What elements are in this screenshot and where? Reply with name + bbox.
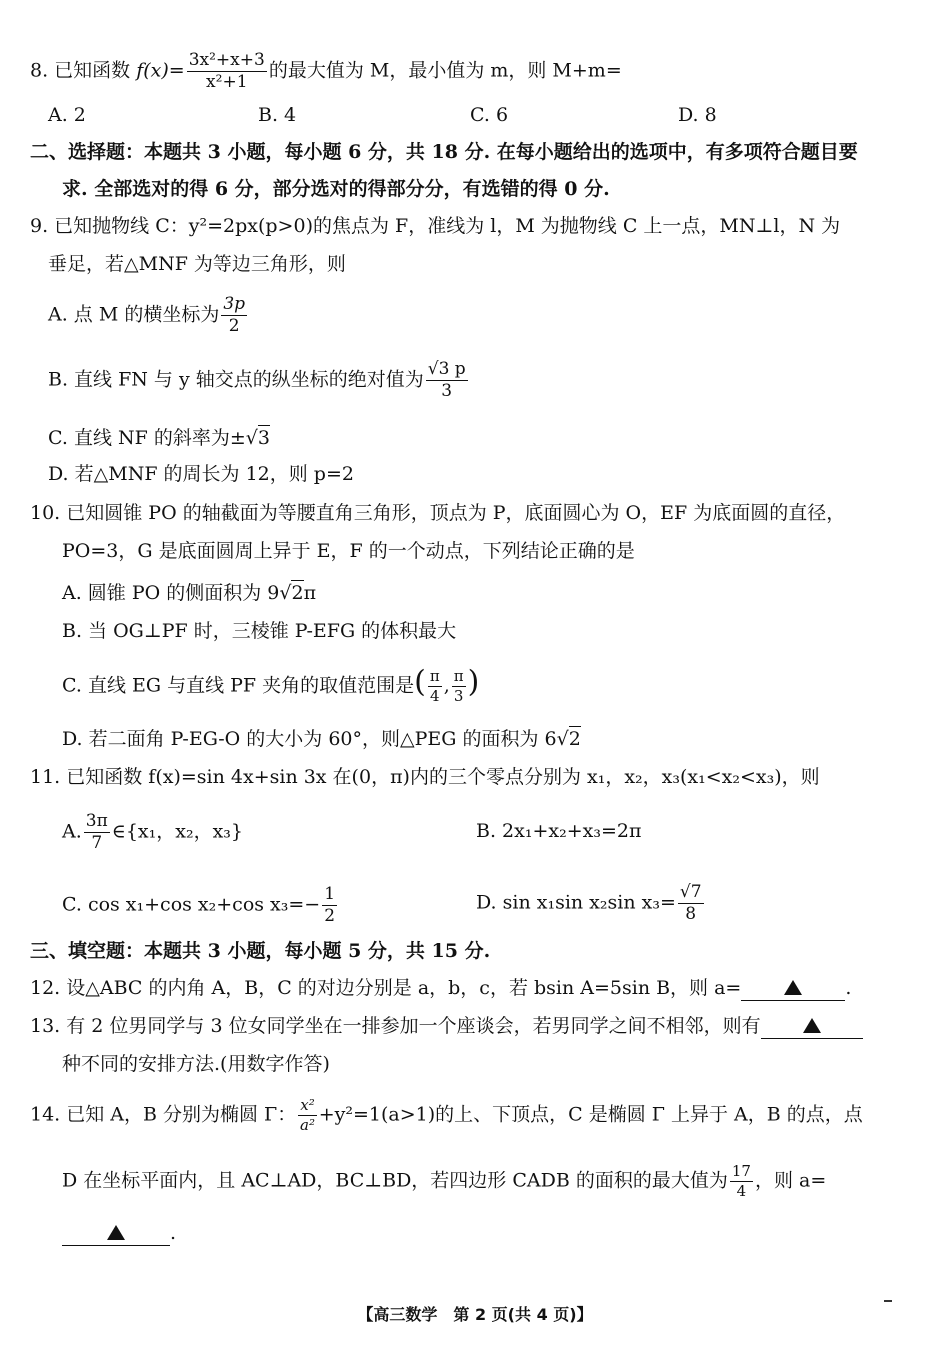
q11-option-b: B. 2x₁+x₂+x₃=2π [476, 820, 642, 842]
q9-option-c: C. 直线 NF 的斜率为±√3 [48, 427, 270, 449]
q11-option-a: A. $\frac{3\pi}{7}$ ∈{x₁，x₂，x₃} [62, 811, 244, 853]
section3-header: 三、填空题：本题共 3 小题，每小题 5 分，共 15 分. [30, 940, 491, 962]
q12-answer-blank[interactable] [741, 976, 845, 1001]
q8-stem: 8. 已知函数 f(x)= $\frac{\text{3x²+x+3}}{\text{x²+1}}$ 的最大值为 M，最小值为 m，则 M+m= [30, 50, 622, 92]
q14-answer-blank[interactable] [62, 1221, 170, 1246]
q13-answer-blank[interactable] [761, 1014, 863, 1039]
q9-option-d: D. 若△MNF 的周长为 12，则 p=2 [48, 463, 354, 485]
q12-stem: 12. 设△ABC 的内角 A，B，C 的对边分别是 a，b，c，若 bsin A=5sin B，则 a= . [30, 977, 852, 999]
q9-stem-line2: 垂足，若△MNF 为等边三角形，则 [48, 253, 346, 275]
triangle-icon [107, 1225, 125, 1240]
q11-option-c: C. cos x₁+cos x₂+cos x₃=− $\frac{1}{2}$ [62, 884, 336, 926]
q13-stem-line2: 种不同的安排方法.(用数字作答) [62, 1053, 330, 1075]
q14-stem-line2: D 在坐标平面内，且 AC⊥AD，BC⊥BD，若四边形 CADB 的面积的最大值为 $\frac{17}{4}$ ，则 a= [62, 1162, 827, 1200]
q10-option-a: A. 圆锥 PO 的侧面积为 9√2π [62, 582, 317, 604]
q13-stem-line1: 13. 有 2 位男同学与 3 位女同学坐在一排参加一个座谈会，若男同学之间不相邻，则有 [30, 1013, 863, 1039]
q9-stem-line1: 9. 已知抛物线 C：y²=2px(p>0)的焦点为 F，准线为 l，M 为抛物线 C 上一点，MN⊥l，N 为 [30, 215, 841, 237]
q8-fraction: $\frac{\text{3x²+x+3}}{\text{x²+1}}$ [188, 50, 265, 92]
q11-option-d: D. sin x₁sin x₂sin x₃= $\frac{√7}{8}$ [476, 882, 702, 924]
q14-answer-line: . [62, 1220, 176, 1246]
q8-option-b: B. 4 [258, 104, 297, 126]
section2-header-line2: 求. 全部选对的得 6 分，部分选对的得部分分，有选错的得 0 分. [62, 178, 610, 200]
q10-stem-line2: PO=3，G 是底面圆周上异于 E，F 的一个动点，下列结论正确的是 [62, 540, 635, 562]
q10-option-d: D. 若二面角 P-EG-O 的大小为 60°，则△PEG 的面积为 6√2 [62, 728, 581, 750]
q9-option-b: B. 直线 FN 与 y 轴交点的纵坐标的绝对值为 $\frac{√3 p}{3}$ [48, 359, 466, 401]
q9-option-a: A. 点 M 的横坐标为 $\frac{3p}{2}$ [48, 294, 246, 336]
q8-option-a: A. 2 [48, 104, 86, 126]
q14-stem-line1: 14. 已知 A，B 分别为椭圆 Γ： $\frac{\text{x²}}{\text{a²}}$ +y²=1(a>1)的上、下顶点，C 是椭圆 Γ 上异于 A，B 的点，点 [30, 1096, 863, 1134]
q8-option-c: C. 6 [470, 104, 509, 126]
page-footer: 【高三数学 第 2 页(共 4 页)】 [357, 1305, 593, 1324]
corner-mark [884, 1300, 892, 1302]
q11-stem: 11. 已知函数 f(x)=sin 4x+sin 3x 在(0，π)内的三个零点分别为 x₁，x₂，x₃(x₁<x₂<x₃)，则 [30, 766, 820, 788]
triangle-icon [784, 980, 802, 995]
q8-option-d: D. 8 [678, 104, 717, 126]
section2-header-line1: 二、选择题：本题共 3 小题，每小题 6 分，共 18 分. 在每小题给出的选项中，有多项符合题目要 [30, 141, 858, 163]
q10-option-c: C. 直线 EG 与直线 PF 夹角的取值范围是( $\frac{\pi}{4}$ , $\frac{\pi}{3}$ ) [62, 664, 480, 705]
q10-stem-line1: 10. 已知圆锥 PO 的轴截面为等腰直角三角形，顶点为 P，底面圆心为 O，EF 为底面圆的直径， [30, 502, 846, 524]
triangle-icon [803, 1018, 821, 1033]
q10-option-b: B. 当 OG⊥PF 时，三棱锥 P-EFG 的体积最大 [62, 620, 457, 642]
